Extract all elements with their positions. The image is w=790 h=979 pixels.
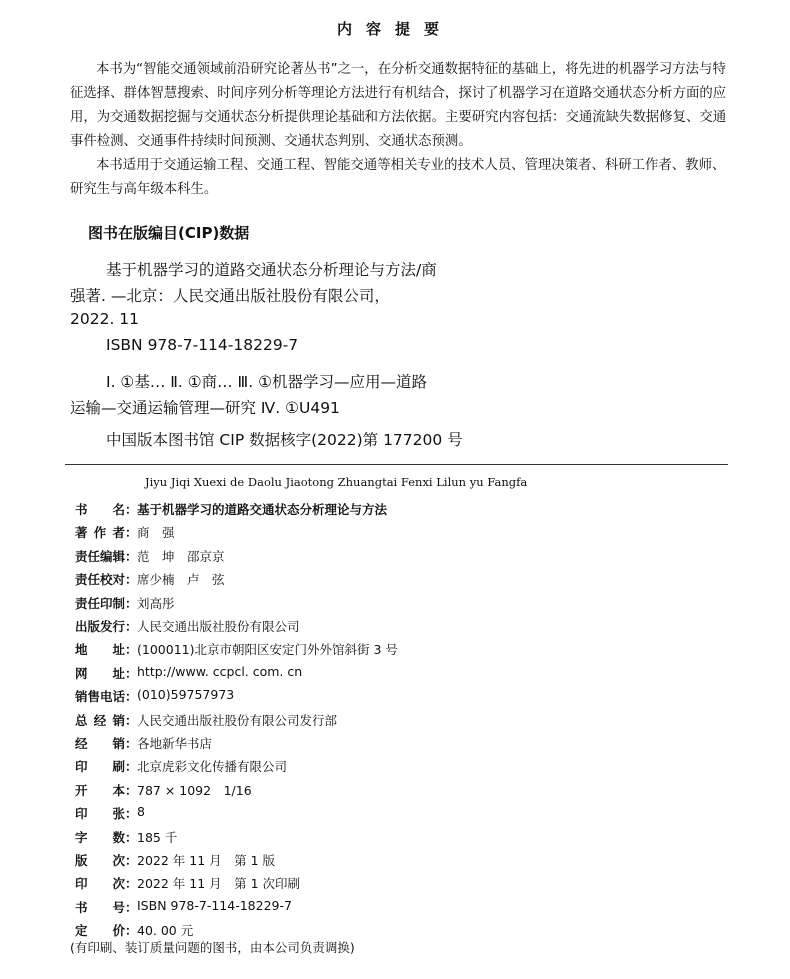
info-row — [75, 711, 337, 729]
info-row — [75, 664, 302, 682]
info-label: 网址 — [75, 665, 125, 681]
info-label: 责任印制 — [75, 595, 126, 611]
info-value: 787 × 1092 1/16 — [137, 782, 252, 798]
info-row — [75, 921, 193, 939]
info-label: 总经销 — [75, 712, 125, 728]
info-row — [75, 757, 287, 775]
info-label: 著作者 — [75, 525, 125, 541]
info-row — [75, 570, 225, 588]
cip-line-2: 强著. —北京：人民交通出版社股份有限公司， — [70, 287, 390, 305]
summary-paragraph-1: 本书为“智能交通领域前沿研究论著丛书”之一，在分析交通数据特征的基础上，将先进的机器学习方法与特征选择、群体智慧搜索、时间序列分析等理论方法进行有机结合，探讨了机器学习在道路交通状态分析方面的应用，为交通数据挖掘与交通状态分析提供理论基础和方法依据。主要研究内容包括：交通流缺失数据修复、交通事件检测、交通事件持续时间预测、交通状态判别、交通状态预测。 — [70, 62, 727, 149]
info-value: 各地新华书店 — [137, 736, 213, 751]
info-label: 责任校对 — [75, 572, 126, 588]
info-label: 印刷 — [75, 759, 125, 775]
info-label: 地址 — [75, 642, 125, 658]
cip-line-6: 运输—交通运输管理—研究 Ⅳ. ①U491 — [70, 399, 340, 417]
cip-line-4: ISBN 978-7-114-18229-7 — [106, 336, 299, 354]
info-row — [75, 594, 175, 612]
info-value: (100011)北京市朝阳区安定门外外馆斜街 3 号 — [137, 642, 398, 658]
info-value: 基于机器学习的道路交通状态分析理论与方法 — [137, 502, 388, 517]
info-value: 刘高彤 — [137, 595, 175, 611]
info-value: 商 强 — [137, 525, 175, 541]
info-label: 书号 — [75, 899, 125, 915]
info-value: ISBN 978-7-114-18229-7 — [137, 897, 292, 913]
info-colon: ： — [125, 712, 138, 728]
info-label: 责任编辑 — [75, 548, 126, 564]
info-label: 经销 — [75, 736, 125, 751]
info-value: http://www. ccpcl. com. cn — [137, 663, 303, 679]
info-value: 人民交通出版社股份有限公司发行部 — [137, 712, 338, 728]
info-row — [75, 547, 225, 565]
info-colon: ： — [125, 759, 138, 775]
info-value: 40. 00 元 — [137, 923, 194, 939]
info-colon: ： — [125, 572, 138, 588]
info-label: 销售电话 — [75, 689, 126, 705]
info-row — [75, 687, 234, 705]
pinyin-title: Jiyu Jiqi Xuexi de Daolu Jiaotong Zhuangtai Fenxi Lilun yu Fangfa — [145, 475, 528, 489]
cip-line-3: 2022. 11 — [70, 310, 140, 328]
info-colon: ： — [125, 736, 138, 751]
info-row — [75, 828, 177, 846]
info-row — [75, 640, 398, 658]
info-label: 印张 — [75, 806, 125, 822]
info-colon: ： — [125, 899, 138, 915]
info-value: 范 坤 邵京京 — [137, 548, 225, 564]
info-row — [75, 804, 145, 822]
info-label: 开本 — [75, 782, 125, 798]
info-value: 北京虎彩文化传播有限公司 — [137, 759, 288, 775]
info-value: 2022 年 11 月 第 1 次印刷 — [137, 876, 301, 892]
cip-line-5: Ⅰ. ①基… Ⅱ. ①商… Ⅲ. ①机器学习—应用—道路 — [106, 373, 427, 391]
info-colon: ： — [125, 665, 138, 681]
info-colon: ： — [125, 595, 138, 611]
info-colon: ： — [125, 923, 138, 939]
info-colon: ： — [125, 876, 138, 892]
info-label: 定价 — [75, 923, 125, 939]
info-row — [75, 851, 275, 869]
info-colon: ： — [125, 782, 138, 798]
info-colon: ： — [125, 853, 138, 868]
divider-line — [65, 464, 728, 465]
info-colon: ： — [125, 619, 138, 634]
info-label: 书名 — [75, 502, 125, 517]
info-colon: ： — [125, 689, 138, 705]
summary-paragraph-2: 本书适用于交通运输工程、交通工程、智能交通等相关专业的技术人员、管理决策者、科研工作者、教师、研究生与高年级本科生。 — [70, 158, 726, 197]
summary-title: 内容提要 — [336, 20, 453, 38]
info-value: (010)59757973 — [137, 687, 235, 703]
info-row — [75, 500, 387, 518]
info-colon: ： — [125, 806, 138, 822]
info-row — [75, 781, 252, 799]
info-row — [75, 617, 300, 635]
info-colon: ： — [125, 525, 138, 541]
info-label: 印次 — [75, 876, 125, 892]
info-value: 8 — [137, 804, 145, 820]
cip-line-1: 基于机器学习的道路交通状态分析理论与方法/商 — [106, 261, 437, 279]
info-row — [75, 734, 212, 752]
info-value: 2022 年 11 月 第 1 版 — [137, 853, 276, 868]
info-label: 出版发行 — [75, 619, 126, 634]
info-colon: ： — [125, 642, 138, 658]
info-value: 185 千 — [137, 829, 178, 845]
info-value: 席少楠 卢 弦 — [137, 572, 225, 588]
cip-line-7: 中国版本图书馆 CIP 数据核字(2022)第 177200 号 — [106, 431, 463, 449]
info-row — [75, 874, 300, 892]
info-colon: ： — [125, 502, 138, 517]
info-row — [75, 523, 175, 541]
info-colon: ： — [125, 829, 138, 845]
info-colon: ： — [125, 548, 138, 564]
cip-heading: 图书在版编目(CIP)数据 — [88, 224, 250, 242]
footer-note: (有印刷、装订质量问题的图书，由本公司负责调换) — [70, 940, 355, 955]
info-value: 人民交通出版社股份有限公司 — [137, 619, 300, 634]
info-label: 字数 — [75, 829, 125, 845]
info-row — [75, 898, 292, 916]
info-label: 版次 — [75, 853, 125, 868]
